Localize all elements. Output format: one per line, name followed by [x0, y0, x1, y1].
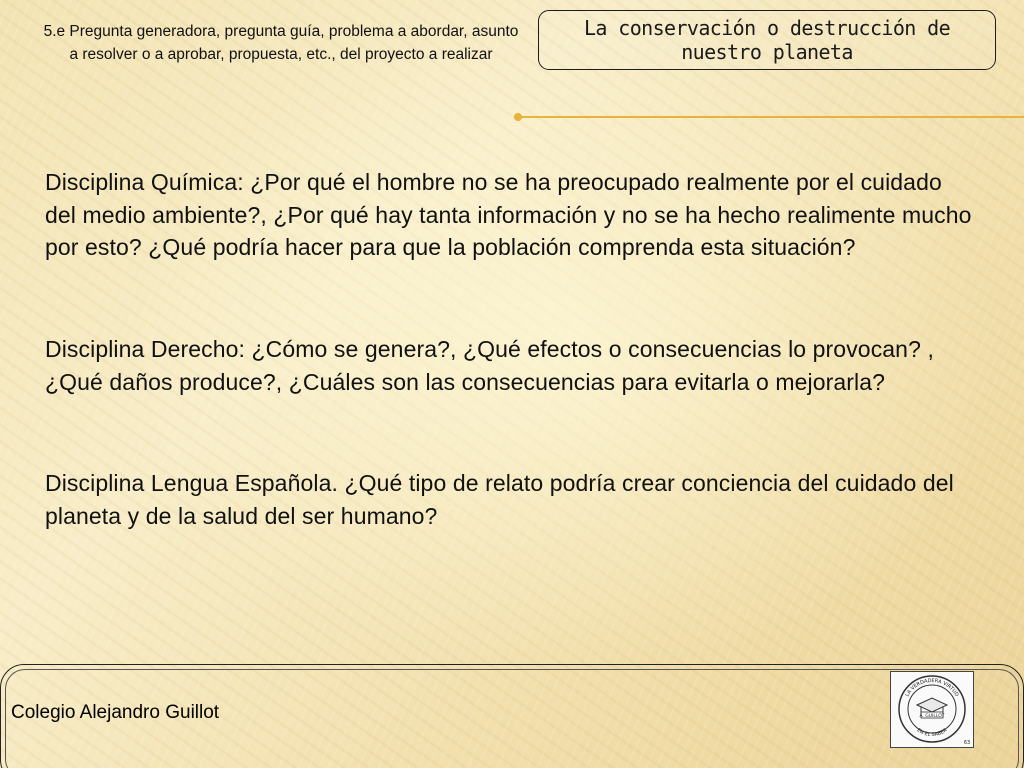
paragraph-derecho: Disciplina Derecho: ¿Cómo se genera?, ¿Qué efectos o consecuencias lo provocan? , ¿Qué daños produce?, ¿Cuáles son las consecuencias para evitarla o mejorarla?: [45, 336, 934, 395]
slide-title: La conservación o destrucción de nuestro planeta: [583, 16, 951, 64]
title-box: [538, 10, 996, 70]
title-divider: [520, 116, 1024, 118]
school-logo: [890, 671, 974, 748]
logo-year-text: 63: [963, 740, 971, 746]
logo-center-text: A. GUILLOT: [919, 713, 945, 719]
logo-top-text: LA VERDADERA VIRTUD: [904, 677, 960, 698]
footer-school-name: Colegio Alejandro Guillot: [11, 702, 220, 723]
logo-bottom-text: EN EL SABER: [915, 727, 949, 739]
slide-subtitle: 5.e Pregunta generadora, pregunta guía, problema a abordar, asunto a resolver o a aprobar, propuesta, etc., del proyecto a realizar: [43, 23, 519, 63]
paragraph-quimica: Disciplina Química: ¿Por qué el hombre no se ha preocupado realmente por el cuidado del medio ambiente?, ¿Por qué hay tanta información y no se ha hecho realimente mucho por esto? ¿Qué podría hacer para que la población comprenda esta situación?: [45, 169, 972, 260]
paragraph-lengua: Disciplina Lengua Española. ¿Qué tipo de relato podría crear conciencia del cuidado del planeta y de la salud del ser humano?: [45, 470, 954, 529]
